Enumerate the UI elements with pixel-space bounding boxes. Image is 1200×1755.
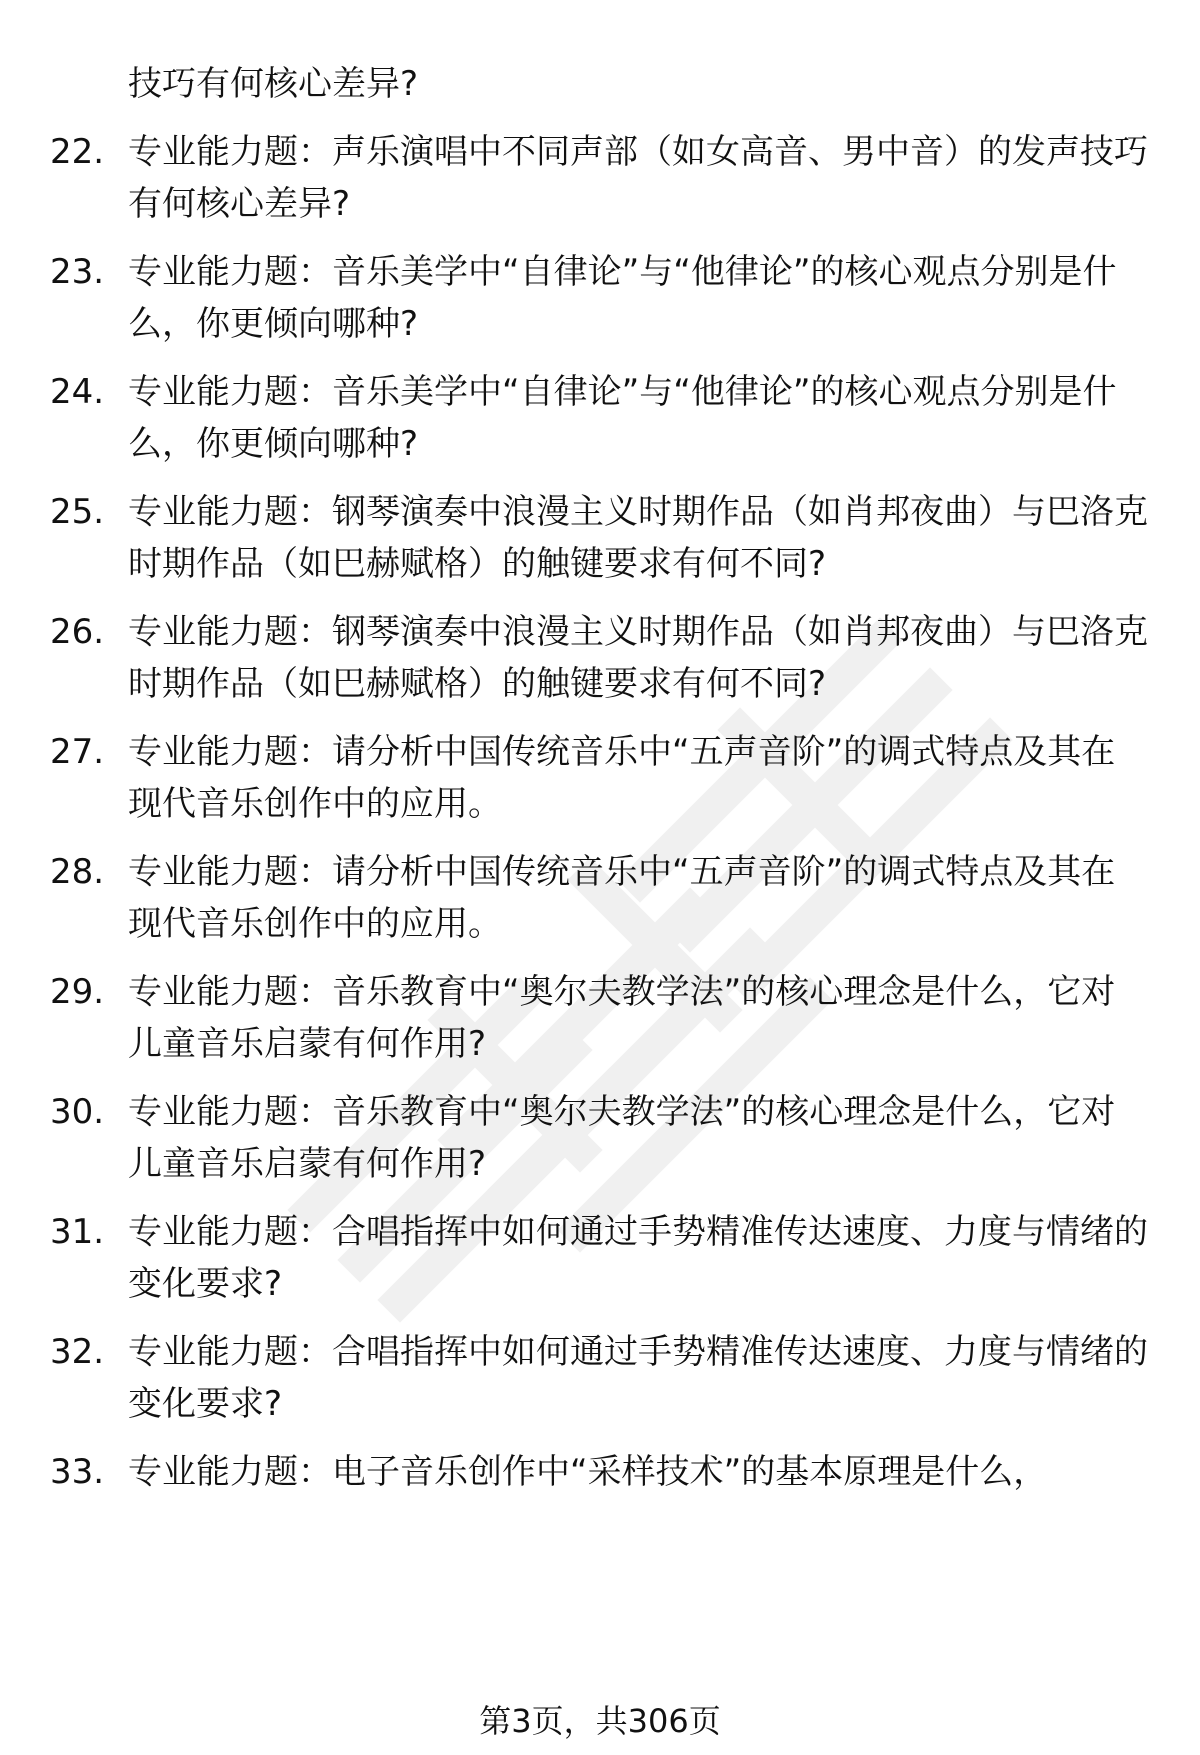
question-item [50, 486, 1160, 590]
question-item [50, 726, 1160, 830]
question-text: 专业能力题：音乐教育中“奥尔夫教学法”的核心理念是什么，它对儿童音乐启蒙有何作用? [128, 972, 1116, 1064]
question-number: 30. [50, 1092, 105, 1132]
question-item [50, 1086, 1160, 1190]
question-text: 专业能力题：合唱指挥中如何通过手势精准传达速度、力度与情绪的变化要求? [128, 1332, 1148, 1424]
question-text: 专业能力题：请分析中国传统音乐中“五声音阶”的调式特点及其在现代音乐创作中的应用。 [128, 732, 1116, 824]
question-item [50, 606, 1160, 710]
question-text: 专业能力题：音乐教育中“奥尔夫教学法”的核心理念是什么，它对儿童音乐启蒙有何作用? [128, 1092, 1116, 1184]
question-item [50, 1446, 1160, 1498]
question-number: 22. [50, 132, 105, 172]
question-number: 23. [50, 252, 105, 292]
question-text: 专业能力题：声乐演唱中不同声部（如女高音、男中音）的发声技巧有何核心差异? [128, 132, 1148, 224]
question-number: 28. [50, 852, 105, 892]
question-item [50, 846, 1160, 950]
question-number: 26. [50, 612, 105, 652]
question-text: 专业能力题：请分析中国传统音乐中“五声音阶”的调式特点及其在现代音乐创作中的应用。 [128, 852, 1116, 944]
question-item [50, 126, 1160, 230]
question-number: 24. [50, 372, 105, 412]
question-number: 29. [50, 972, 105, 1012]
question-text: 专业能力题：音乐美学中“自律论”与“他律论”的核心观点分别是什么，你更倾向哪种? [128, 252, 1117, 344]
question-item [50, 246, 1160, 350]
question-number: 33. [50, 1452, 105, 1492]
question-text: 专业能力题：钢琴演奏中浪漫主义时期作品（如肖邦夜曲）与巴洛克时期作品（如巴赫赋格）的触键要求有何不同? [128, 492, 1148, 584]
question-text: 专业能力题：电子音乐创作中“采样技术”的基本原理是什么， [128, 1452, 1048, 1492]
question-item [50, 1206, 1160, 1310]
question-number: 32. [50, 1332, 105, 1372]
question-text: 专业能力题：钢琴演奏中浪漫主义时期作品（如肖邦夜曲）与巴洛克时期作品（如巴赫赋格）的触键要求有何不同? [128, 612, 1148, 704]
question-item [50, 1326, 1160, 1430]
question-text: 专业能力题：音乐美学中“自律论”与“他律论”的核心观点分别是什么，你更倾向哪种? [128, 372, 1117, 464]
question-text: 专业能力题：合唱指挥中如何通过手势精准传达速度、力度与情绪的变化要求? [128, 1212, 1148, 1304]
question-number: 27. [50, 732, 105, 772]
question-number: 25. [50, 492, 105, 532]
question-number: 31. [50, 1212, 105, 1252]
question-item [50, 366, 1160, 470]
continued-question-text: 技巧有何核心差异? [128, 64, 419, 104]
question-item [50, 966, 1160, 1070]
page-number-footer: 第3页，共306页 [479, 1702, 721, 1740]
